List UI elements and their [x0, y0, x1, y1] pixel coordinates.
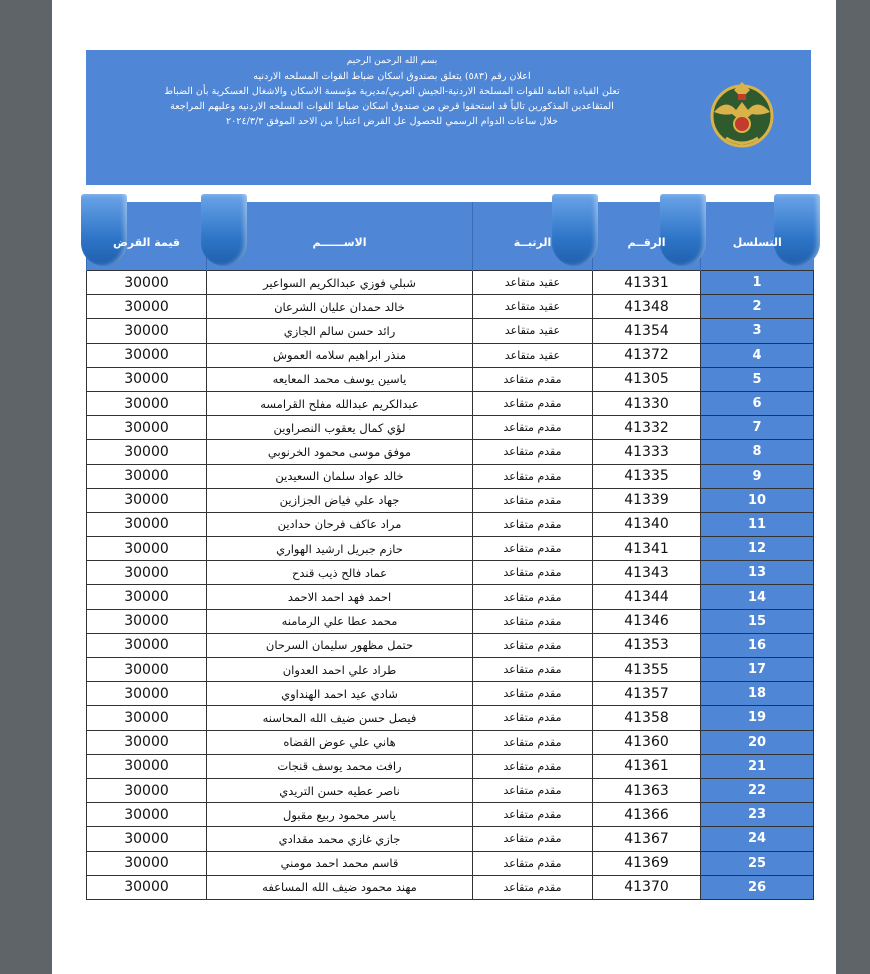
table-row [87, 658, 814, 682]
rank-cell: عقيد متقاعد [473, 295, 593, 319]
serial-cell: 17 [701, 658, 814, 682]
serial-cell: 12 [701, 537, 814, 561]
table-row [87, 488, 814, 512]
rank-cell: مقدم متقاعد [473, 464, 593, 488]
rank-cell: مقدم متقاعد [473, 851, 593, 875]
header-tab-decoration [81, 194, 127, 266]
number-cell: 41363 [593, 778, 701, 802]
table-row [87, 609, 814, 633]
name-cell: طراد علي احمد العدوان [207, 658, 473, 682]
amount-cell: 30000 [87, 416, 207, 440]
header-tab-decoration [201, 194, 247, 266]
amount-cell: 30000 [87, 851, 207, 875]
number-cell: 41357 [593, 682, 701, 706]
header-amount: قيمة القرض [87, 202, 207, 271]
table-row [87, 706, 814, 730]
rank-cell: مقدم متقاعد [473, 537, 593, 561]
table-row [87, 343, 814, 367]
name-cell: حتمل مظهور سليمان السرحان [207, 633, 473, 657]
serial-cell: 13 [701, 561, 814, 585]
number-cell: 41370 [593, 875, 701, 899]
amount-cell: 30000 [87, 271, 207, 295]
amount-cell: 30000 [87, 803, 207, 827]
name-cell: جهاد علي فياض الجزازين [207, 488, 473, 512]
amount-cell: 30000 [87, 488, 207, 512]
table-row [87, 367, 814, 391]
header-number: الرقــم [593, 202, 701, 271]
table-row [87, 778, 814, 802]
rank-cell: مقدم متقاعد [473, 416, 593, 440]
rank-cell: مقدم متقاعد [473, 609, 593, 633]
rank-cell: مقدم متقاعد [473, 875, 593, 899]
number-cell: 41343 [593, 561, 701, 585]
serial-cell: 24 [701, 827, 814, 851]
amount-cell: 30000 [87, 561, 207, 585]
serial-cell: 14 [701, 585, 814, 609]
table-row [87, 585, 814, 609]
basmala: بسم الله الرحمن الرحيم [346, 56, 438, 66]
number-cell: 41330 [593, 391, 701, 415]
table-row [87, 295, 814, 319]
header-serial: التسلسل [701, 202, 814, 271]
number-cell: 41333 [593, 440, 701, 464]
table-row [87, 851, 814, 875]
amount-cell: 30000 [87, 609, 207, 633]
rank-cell: مقدم متقاعد [473, 585, 593, 609]
name-cell: رافت محمد يوسف قنجات [207, 754, 473, 778]
number-cell: 41335 [593, 464, 701, 488]
name-cell: قاسم محمد احمد مومني [207, 851, 473, 875]
number-cell: 41361 [593, 754, 701, 778]
announcement-line-1: اعلان رقم (٥٨٣) يتعلق بصندوق اسكان ضباط القوات المسلحه الاردنيه [253, 71, 531, 82]
serial-cell: 25 [701, 851, 814, 875]
serial-cell: 11 [701, 512, 814, 536]
serial-cell: 23 [701, 803, 814, 827]
amount-cell: 30000 [87, 343, 207, 367]
number-cell: 41353 [593, 633, 701, 657]
table-row [87, 827, 814, 851]
rank-cell: مقدم متقاعد [473, 803, 593, 827]
table-row [87, 633, 814, 657]
table-row [87, 803, 814, 827]
amount-cell: 30000 [87, 706, 207, 730]
name-cell: ناصر عطيه حسن التريدي [207, 778, 473, 802]
serial-cell: 15 [701, 609, 814, 633]
name-cell: عبدالكريم عبدالله مفلح القرامسه [207, 391, 473, 415]
amount-cell: 30000 [87, 367, 207, 391]
name-cell: محمد عطا علي الرمامنه [207, 609, 473, 633]
table-row [87, 464, 814, 488]
number-cell: 41339 [593, 488, 701, 512]
name-cell: خالد حمدان عليان الشرعان [207, 295, 473, 319]
table-row [87, 416, 814, 440]
table-row [87, 730, 814, 754]
rank-cell: مقدم متقاعد [473, 512, 593, 536]
name-cell: عماد فالح ذيب قندح [207, 561, 473, 585]
serial-cell: 16 [701, 633, 814, 657]
number-cell: 41372 [593, 343, 701, 367]
amount-cell: 30000 [87, 730, 207, 754]
number-cell: 41358 [593, 706, 701, 730]
header-name: الاســــــم [207, 202, 473, 271]
name-cell: جازي غازي محمد مقدادي [207, 827, 473, 851]
table-row [87, 875, 814, 899]
jordan-armed-forces-emblem-icon [706, 78, 778, 150]
name-cell: احمد فهد احمد الاحمد [207, 585, 473, 609]
amount-cell: 30000 [87, 295, 207, 319]
rank-cell: مقدم متقاعد [473, 682, 593, 706]
name-cell: لؤي كمال يعقوب النصراوين [207, 416, 473, 440]
serial-cell: 6 [701, 391, 814, 415]
name-cell: رائد حسن سالم الجازي [207, 319, 473, 343]
serial-cell: 3 [701, 319, 814, 343]
name-cell: حازم جبريل ارشيد الهواري [207, 537, 473, 561]
rank-cell: مقدم متقاعد [473, 778, 593, 802]
table-row [87, 512, 814, 536]
number-cell: 41360 [593, 730, 701, 754]
number-cell: 41346 [593, 609, 701, 633]
number-cell: 41367 [593, 827, 701, 851]
table-row [87, 271, 814, 295]
name-cell: هاني علي عوض القضاه [207, 730, 473, 754]
amount-cell: 30000 [87, 682, 207, 706]
rank-cell: عقيد متقاعد [473, 271, 593, 295]
table-row [87, 440, 814, 464]
rank-cell: مقدم متقاعد [473, 754, 593, 778]
serial-cell: 5 [701, 367, 814, 391]
name-cell: ياسين يوسف محمد المعايعه [207, 367, 473, 391]
amount-cell: 30000 [87, 658, 207, 682]
serial-cell: 22 [701, 778, 814, 802]
serial-cell: 20 [701, 730, 814, 754]
loan-recipients-table [86, 202, 814, 900]
amount-cell: 30000 [87, 754, 207, 778]
document-page [52, 0, 836, 974]
announcement-line-4: خلال ساعات الدوام الرسمي للحصول عل القرض اعتبارا من الاحد الموفق ٢٠٢٤/٣/٣ [225, 116, 558, 127]
number-cell: 41331 [593, 271, 701, 295]
number-cell: 41348 [593, 295, 701, 319]
amount-cell: 30000 [87, 319, 207, 343]
rank-cell: مقدم متقاعد [473, 488, 593, 512]
amount-cell: 30000 [87, 464, 207, 488]
number-cell: 41354 [593, 319, 701, 343]
amount-cell: 30000 [87, 633, 207, 657]
announcement-text [86, 54, 698, 129]
amount-cell: 30000 [87, 537, 207, 561]
announcement-banner [86, 50, 811, 185]
amount-cell: 30000 [87, 585, 207, 609]
serial-cell: 18 [701, 682, 814, 706]
amount-cell: 30000 [87, 512, 207, 536]
serial-cell: 21 [701, 754, 814, 778]
table-row [87, 537, 814, 561]
number-cell: 41332 [593, 416, 701, 440]
table-row [87, 682, 814, 706]
header-tab-decoration [774, 194, 820, 266]
serial-cell: 8 [701, 440, 814, 464]
name-cell: شادي عيد احمد الهنداوي [207, 682, 473, 706]
rank-cell: عقيد متقاعد [473, 319, 593, 343]
amount-cell: 30000 [87, 778, 207, 802]
serial-cell: 9 [701, 464, 814, 488]
rank-cell: مقدم متقاعد [473, 561, 593, 585]
table-row [87, 561, 814, 585]
rank-cell: مقدم متقاعد [473, 658, 593, 682]
announcement-line-2: تعلن القيادة العامة للقوات المسلحة الاردنية-الجيش العربي/مديرية مؤسسة الاسكان والاشغال العسكرية بأن الضباط [164, 86, 620, 97]
rank-cell: مقدم متقاعد [473, 391, 593, 415]
amount-cell: 30000 [87, 827, 207, 851]
name-cell: موفق موسى محمود الخرنوبي [207, 440, 473, 464]
name-cell: خالد عواد سلمان السعيدين [207, 464, 473, 488]
rank-cell: مقدم متقاعد [473, 367, 593, 391]
rank-cell: مقدم متقاعد [473, 440, 593, 464]
announcement-line-3: المتقاعدين المذكورين تالياً قد استحقوا قرض من صندوق اسكان ضباط القوات المسلحه الاردنيه وعليهم المراجعة [170, 101, 614, 112]
number-cell: 41305 [593, 367, 701, 391]
number-cell: 41344 [593, 585, 701, 609]
name-cell: مهند محمود ضيف الله المساعفه [207, 875, 473, 899]
name-cell: شبلي فوزي عبدالكريم السواعير [207, 271, 473, 295]
amount-cell: 30000 [87, 440, 207, 464]
amount-cell: 30000 [87, 875, 207, 899]
name-cell: مراد عاكف فرحان حدادين [207, 512, 473, 536]
table-row [87, 391, 814, 415]
number-cell: 41366 [593, 803, 701, 827]
serial-cell: 10 [701, 488, 814, 512]
rank-cell: مقدم متقاعد [473, 730, 593, 754]
name-cell: فيصل حسن ضيف الله المحاسنه [207, 706, 473, 730]
table-row [87, 754, 814, 778]
amount-cell: 30000 [87, 391, 207, 415]
header-tab-decoration [660, 194, 706, 266]
number-cell: 41340 [593, 512, 701, 536]
serial-cell: 4 [701, 343, 814, 367]
number-cell: 41341 [593, 537, 701, 561]
serial-cell: 1 [701, 271, 814, 295]
header-rank: الرتبــة [473, 202, 593, 271]
serial-cell: 19 [701, 706, 814, 730]
name-cell: ياسر محمود ربيع مقبول [207, 803, 473, 827]
table-header-row [87, 202, 814, 271]
header-tab-decoration [552, 194, 598, 266]
rank-cell: مقدم متقاعد [473, 633, 593, 657]
number-cell: 41355 [593, 658, 701, 682]
rank-cell: عقيد متقاعد [473, 343, 593, 367]
rank-cell: مقدم متقاعد [473, 706, 593, 730]
number-cell: 41369 [593, 851, 701, 875]
serial-cell: 2 [701, 295, 814, 319]
serial-cell: 26 [701, 875, 814, 899]
name-cell: منذر ابراهيم سلامه العموش [207, 343, 473, 367]
serial-cell: 7 [701, 416, 814, 440]
rank-cell: مقدم متقاعد [473, 827, 593, 851]
table-row [87, 319, 814, 343]
